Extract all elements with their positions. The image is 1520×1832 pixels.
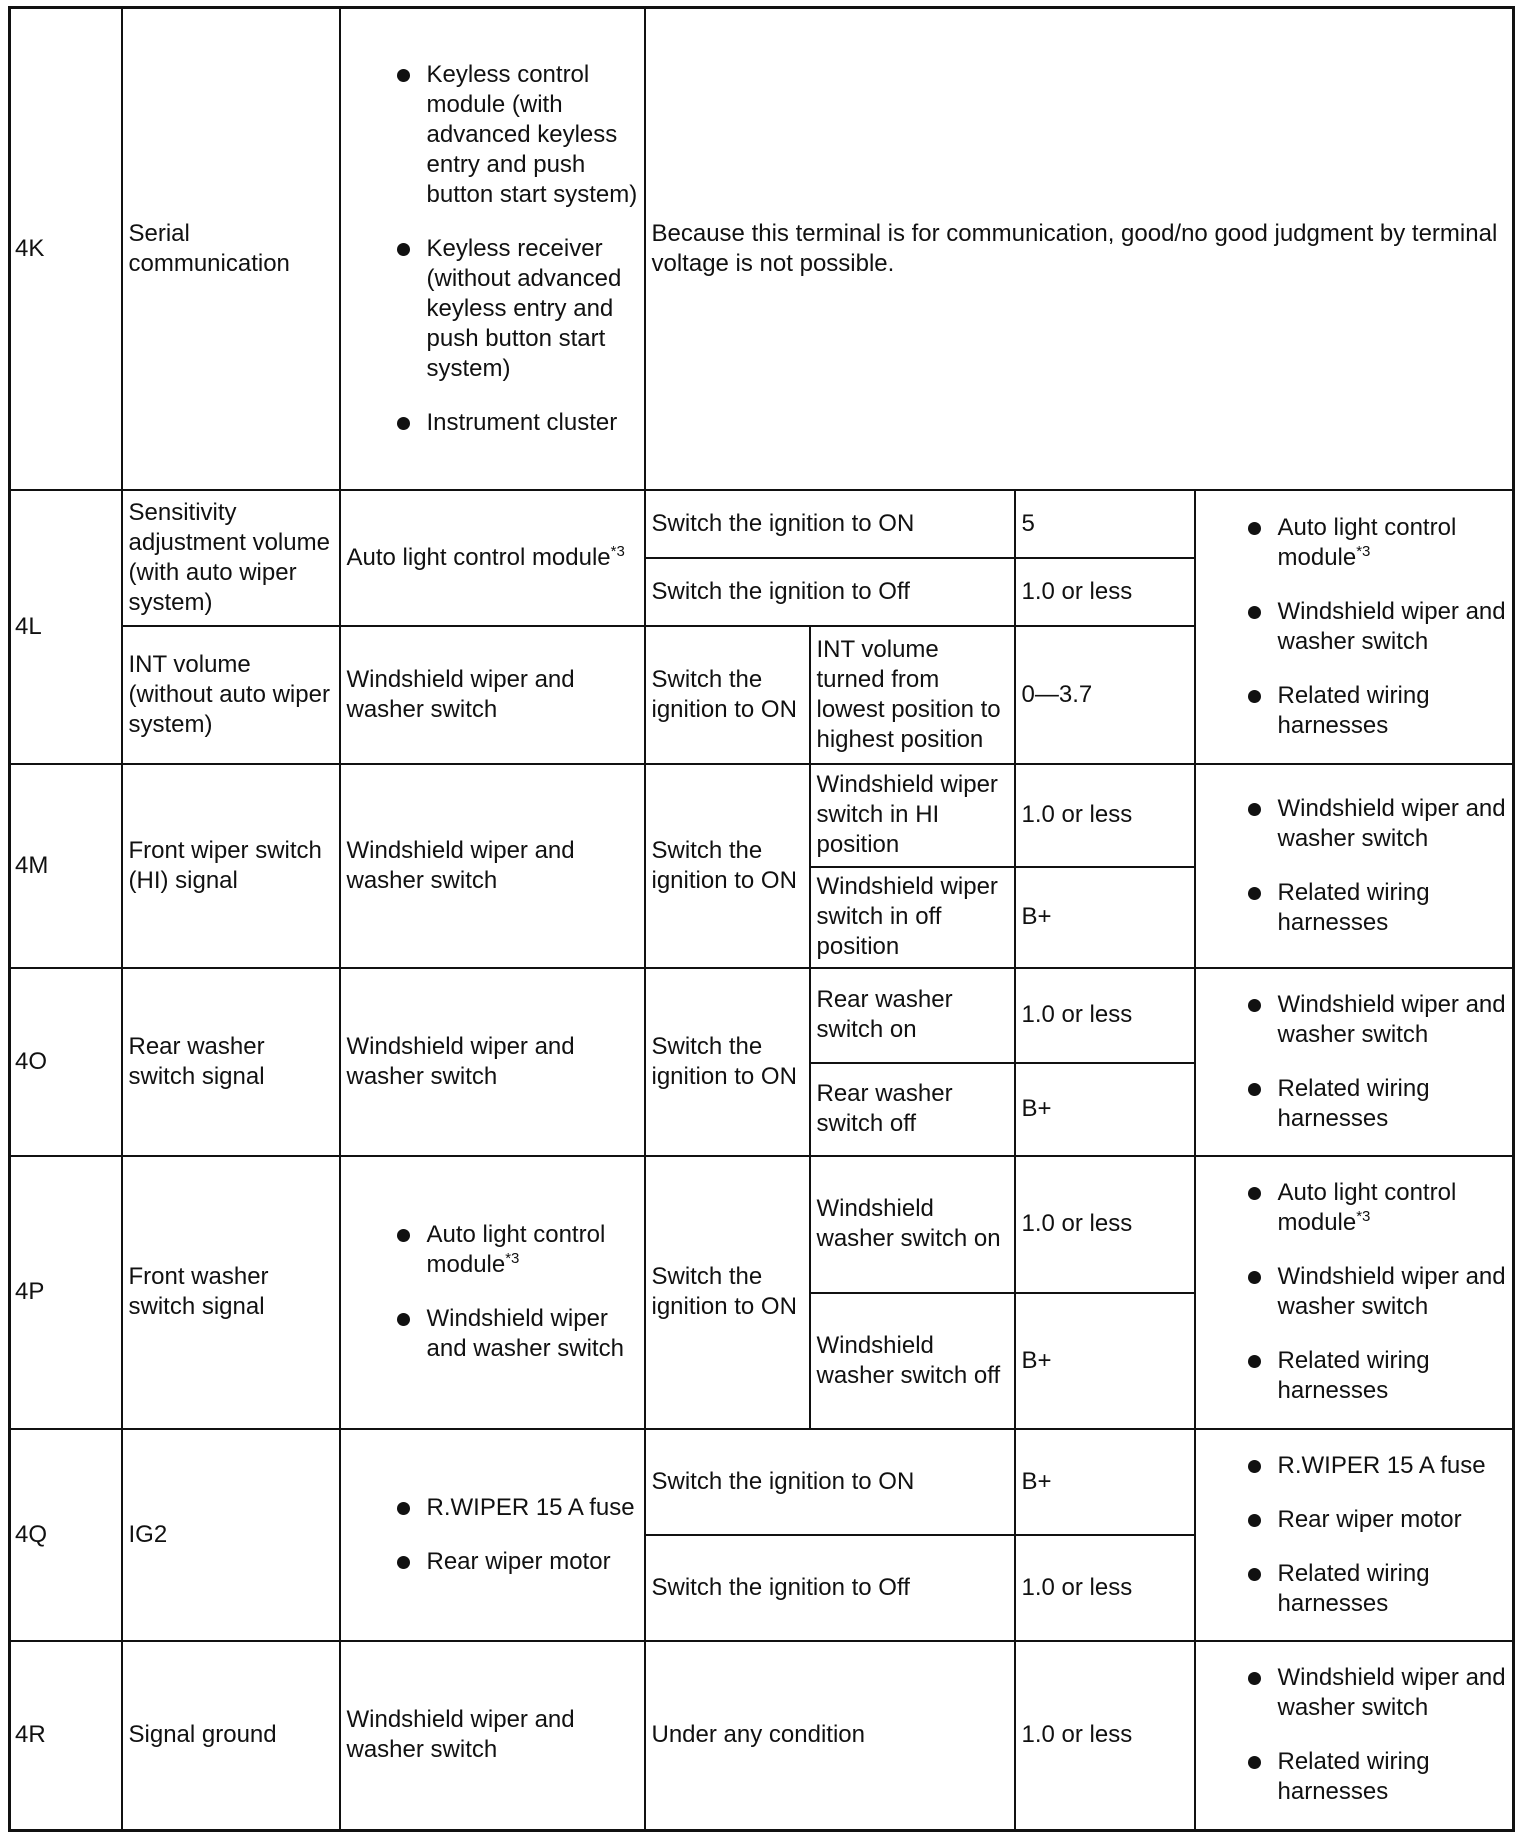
check-items-cell (1195, 490, 1514, 764)
connected-text: Auto light control module (346, 543, 611, 571)
list-item: Auto light control module$^{*3}$ (1278, 1178, 1507, 1238)
condition-cell: Switch the ignition to Off (645, 1535, 1015, 1641)
communication-note-cell: Because this terminal is for communication, good/no good judgment by terminal voltage is not possible. (645, 8, 1514, 490)
list-item: Rear wiper motor (1278, 1505, 1507, 1535)
condition-cell: Under any condition (645, 1641, 1015, 1831)
terminal-cell: 4R (10, 1641, 122, 1831)
sub-condition-cell: Rear washer switch on (810, 968, 1015, 1063)
value-cell: B+ (1015, 1063, 1195, 1156)
check-list (1202, 990, 1507, 1134)
terminal-spec-page (8, 6, 1512, 1826)
list-item: Related wiring harnesses (1278, 1747, 1507, 1807)
table-row-4k (10, 8, 1514, 490)
check-items-cell (1195, 1641, 1514, 1831)
value-cell: 1.0 or less (1015, 764, 1195, 867)
value-cell: 0—3.7 (1015, 626, 1195, 764)
footnote-ref: *3 (1356, 1208, 1371, 1225)
list-item: Windshield wiper and washer switch (1277, 1263, 1506, 1320)
connected-to-cell (340, 1156, 645, 1429)
check-items-cell (1195, 1156, 1514, 1429)
condition-cell: Switch the ignition to ON (645, 968, 810, 1156)
check-items-cell (1195, 1429, 1514, 1641)
check-list (1202, 794, 1507, 938)
sub-condition-cell: Windshield wiper switch in off position (810, 867, 1015, 968)
description-cell: Front wiper switch (HI) signal (122, 764, 340, 968)
terminal-cell: 4M (10, 764, 122, 968)
table-row-4l (10, 490, 1514, 558)
condition-cell: Switch the ignition to ON (645, 1156, 810, 1429)
list-item: Keyless receiver (without advanced keyless entry and push button start system) (427, 234, 638, 384)
connected-list (347, 1220, 638, 1364)
connected-to-cell (340, 1429, 645, 1641)
value-cell: B+ (1015, 1293, 1195, 1429)
list-item: Related wiring harnesses (1278, 1559, 1507, 1619)
description-cell: Signal ground (122, 1641, 340, 1831)
table-row-4p (10, 1156, 1514, 1293)
check-list (1202, 1663, 1507, 1807)
value-cell: 5 (1015, 490, 1195, 558)
list-item: Windshield wiper and washer switch (427, 1304, 638, 1364)
table-row-4q (10, 1429, 1514, 1535)
connected-list (347, 1493, 638, 1577)
connected-to-cell: Windshield wiper and washer switch (340, 764, 645, 968)
table-row-4m (10, 764, 1514, 867)
list-item: Auto light control module$^{*3}$ (427, 1220, 638, 1280)
terminal-cell: 4P (10, 1156, 122, 1429)
list-item: R.WIPER 15 A fuse (427, 1493, 638, 1523)
terminal-spec-table (8, 6, 1515, 1832)
footnote-ref: *3 (505, 1250, 520, 1267)
condition-cell: Switch the ignition to ON (645, 764, 810, 968)
sub-condition-cell: Windshield washer switch on (810, 1156, 1015, 1293)
description-cell: Sensitivity adjustment volume (with auto wiper system) (122, 490, 340, 626)
list-item: Auto light control module$^{*3}$ (1278, 513, 1507, 573)
list-item: Windshield wiper and washer switch (1277, 1664, 1506, 1722)
list-item: R.WIPER 15 A fuse (1278, 1451, 1507, 1481)
sub-condition-cell: INT volume turned from lowest position to highest position (810, 626, 1015, 764)
value-cell: 1.0 or less (1015, 1156, 1195, 1293)
check-list (1202, 513, 1507, 741)
terminal-cell: 4L (10, 490, 122, 764)
condition-cell: Switch the ignition to ON (645, 490, 1015, 558)
description-cell: Serial communication (122, 8, 340, 490)
check-list (1202, 1178, 1507, 1406)
list-item: Windshield wiper and washer switch (1277, 990, 1506, 1048)
footnote-ref: *3 (610, 542, 625, 560)
connected-to-cell: Windshield wiper and washer switch (340, 626, 645, 764)
list-item: Keyless control module (with advanced keyless entry and push button start system) (426, 60, 638, 208)
connected-to-cell: Windshield wiper and washer switch (340, 1641, 645, 1831)
condition-cell: Switch the ignition to Off (645, 558, 1015, 626)
sub-condition-cell: Rear washer switch off (810, 1063, 1015, 1156)
check-list (1202, 1451, 1507, 1619)
connected-to-cell (340, 490, 645, 626)
sub-condition-cell: Windshield washer switch off (810, 1293, 1015, 1429)
list-item: Instrument cluster (427, 408, 638, 438)
terminal-cell: 4K (10, 8, 122, 490)
description-cell: IG2 (122, 1429, 340, 1641)
description-cell: INT volume (without auto wiper system) (122, 626, 340, 764)
terminal-cell: 4Q (10, 1429, 122, 1641)
value-cell: B+ (1015, 867, 1195, 968)
list-item: Related wiring harnesses (1278, 1346, 1507, 1406)
connected-list (347, 60, 638, 438)
list-item: Related wiring harnesses (1278, 1074, 1507, 1134)
list-item: Windshield wiper and washer switch (1277, 794, 1506, 852)
terminal-cell: 4O (10, 968, 122, 1156)
condition-cell: Switch the ignition to ON (645, 626, 810, 764)
value-cell: B+ (1015, 1429, 1195, 1535)
connected-to-cell: Windshield wiper and washer switch (340, 968, 645, 1156)
value-cell: 1.0 or less (1015, 558, 1195, 626)
value-cell: 1.0 or less (1015, 968, 1195, 1063)
sub-condition-cell: Windshield wiper switch in HI position (810, 764, 1015, 867)
table-row-4r (10, 1641, 1514, 1831)
value-cell: 1.0 or less (1015, 1641, 1195, 1831)
connected-to-cell (340, 8, 645, 490)
footnote-ref: *3 (1356, 542, 1371, 560)
description-cell: Front washer switch signal (122, 1156, 340, 1429)
table-row-4o (10, 968, 1514, 1063)
condition-cell: Switch the ignition to ON (645, 1429, 1015, 1535)
list-item: Related wiring harnesses (1278, 681, 1507, 741)
list-item: Related wiring harnesses (1278, 878, 1507, 938)
value-cell: 1.0 or less (1015, 1535, 1195, 1641)
check-items-cell (1195, 764, 1514, 968)
list-item: Rear wiper motor (427, 1547, 638, 1577)
check-items-cell (1195, 968, 1514, 1156)
list-item: Windshield wiper and washer switch (1277, 597, 1506, 655)
description-cell: Rear washer switch signal (122, 968, 340, 1156)
